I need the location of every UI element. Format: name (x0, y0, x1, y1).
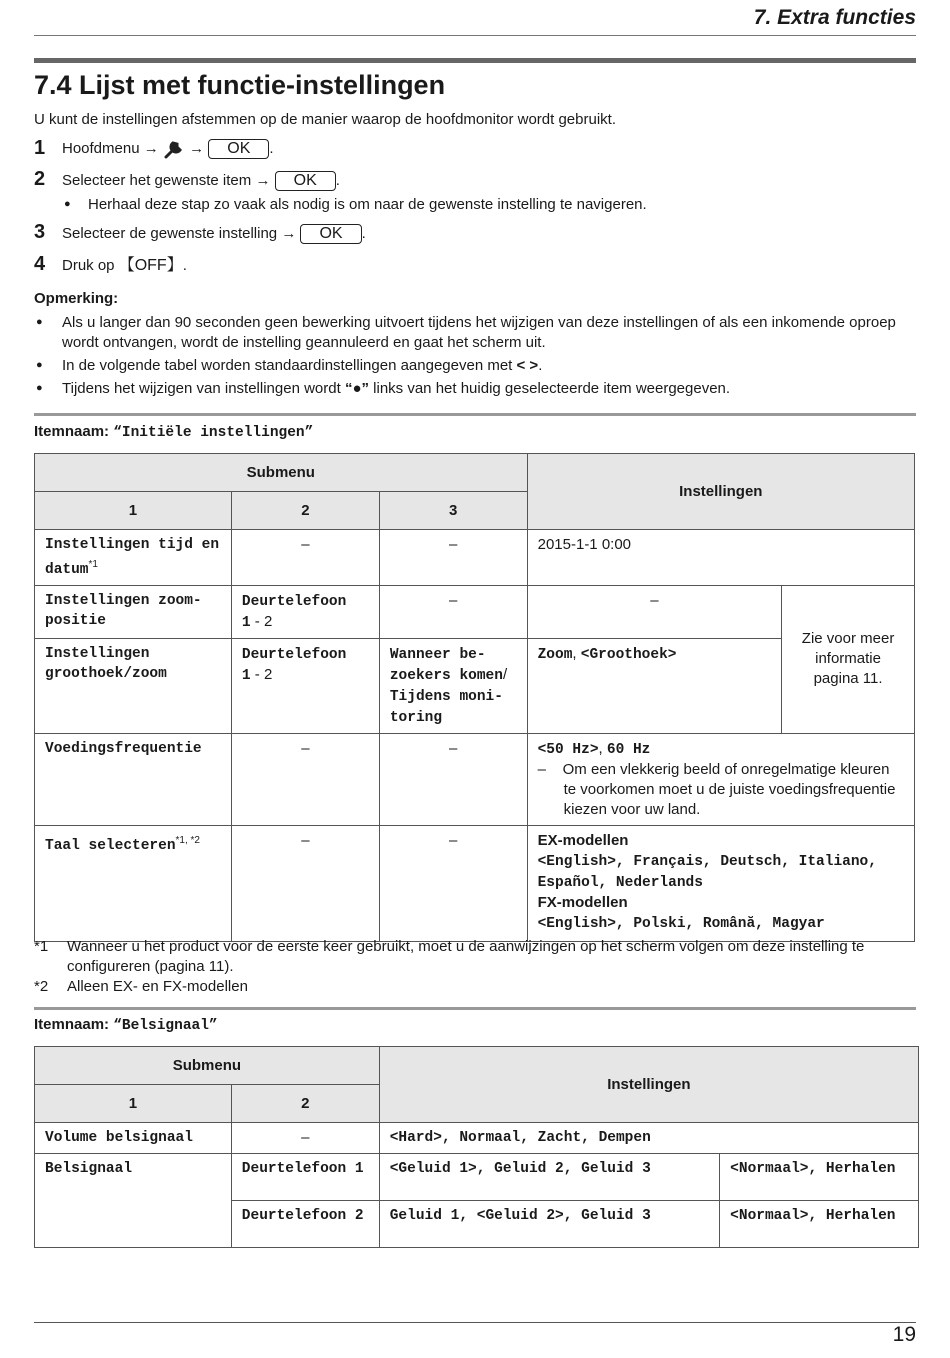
step-1 (62, 139, 274, 159)
cell (35, 825, 232, 941)
note-2 (62, 356, 542, 376)
cell: – (231, 733, 379, 825)
header-settings: Instellingen (379, 1047, 918, 1123)
row-label: Instellingen tijd en datum (45, 537, 220, 578)
note-3 (62, 379, 730, 399)
table-row (35, 530, 915, 586)
bullet-icon: ● (36, 359, 43, 371)
table-row (35, 825, 915, 941)
wrench-icon (163, 139, 185, 159)
item-label: Itemnaam: (34, 423, 114, 440)
header-col-2: 2 (231, 1085, 379, 1123)
cell: <Normaal>, Herhalen (720, 1201, 919, 1248)
selection-marker: “●” (344, 380, 369, 397)
cell: Deurtelefoon 2 (231, 1201, 379, 1248)
period: . (335, 172, 340, 189)
period: . (269, 140, 274, 157)
ok-button: OK (275, 171, 336, 191)
header-submenu: Submenu (35, 1047, 380, 1085)
cell: – (231, 1123, 379, 1154)
table-row (35, 733, 915, 825)
footnote-2-text: Alleen EX- en FX-modellen (67, 978, 248, 995)
device-range: - 2 (250, 612, 273, 630)
footnote-1-text: Wanneer u het product voor de eerste keer gebruikt, moet u de aanwijzingen op het scherm volgen om deze instelling te configureren (pagina 11). (67, 938, 865, 975)
cell (231, 585, 379, 638)
step-2-text: Selecteer het gewenste item (62, 172, 252, 189)
cell: – (527, 585, 782, 638)
intro-text: U kunt de instellingen afstemmen op de manier waarop de hoofdmonitor wordt gebruikt. (34, 111, 616, 128)
footnote-ref: *1 (88, 559, 98, 570)
section-separator (34, 1007, 916, 1010)
cell (35, 530, 232, 586)
comma: , (598, 739, 607, 757)
dash-mark: – (537, 760, 546, 778)
header-col-1: 1 (35, 492, 232, 530)
step-2-number: 2 (34, 168, 46, 190)
table-row (35, 1123, 919, 1154)
bullet-icon: ● (36, 316, 43, 328)
table2-item-heading (34, 1015, 218, 1036)
period: . (361, 225, 366, 242)
step-3-number: 3 (34, 221, 46, 243)
cell: Voedingsfrequentie (35, 733, 232, 825)
ex-languages: <English>, Français, Deutsch, Italiano, Español, Nederlands (537, 853, 877, 891)
cell: Volume belsignaal (35, 1123, 232, 1154)
step-1-text: Hoofdmenu (62, 140, 140, 157)
fx-languages: <English>, Polski, Română, Magyar (537, 915, 825, 932)
device-label: Deurtelefoon (241, 593, 347, 610)
ex-models-label: EX-modellen (537, 831, 629, 849)
section-separator (34, 413, 916, 416)
chapter-header: 7. Extra functies (753, 6, 916, 29)
row-label: Taal selecteren (45, 837, 176, 854)
note-heading: Opmerking: (34, 290, 119, 307)
footer-rule (34, 1322, 916, 1323)
item-label: Itemnaam: (34, 1016, 114, 1033)
bullet-icon: ● (64, 198, 71, 210)
info-cell: Zie voor meer informatie pagina 11. (782, 585, 915, 733)
note-2-end: . (538, 357, 543, 374)
note-3-end: links van het huidig geselecteerde item weergegeven. (369, 380, 731, 397)
fx-models-label: FX-modellen (537, 893, 628, 911)
table-row (35, 1154, 919, 1201)
page-number: 19 (892, 1323, 916, 1346)
cell: – (379, 530, 527, 586)
arrow-icon: → (255, 172, 271, 189)
item-name: “Belsignaal” (113, 1018, 218, 1034)
step-2 (62, 171, 340, 191)
device-label: Deurtelefoon (241, 646, 347, 663)
step-4 (62, 256, 187, 276)
cell: – (231, 825, 379, 941)
header-col-3: 3 (379, 492, 527, 530)
cell: <Hard>, Normaal, Zacht, Dempen (379, 1123, 918, 1154)
cell (379, 638, 527, 733)
cell (527, 825, 914, 941)
cell: – (379, 585, 527, 638)
comma: , (572, 644, 581, 662)
value: Zoom (537, 646, 573, 663)
table-ring-settings (34, 1046, 919, 1248)
cell: 2015-1-1 0:00 (527, 530, 914, 586)
cell: <Normaal>, Herhalen (720, 1154, 919, 1201)
cell (527, 638, 782, 733)
step-3 (62, 224, 366, 244)
ok-button: OK (208, 139, 269, 159)
header-submenu: Submenu (35, 454, 528, 492)
table1-item-heading (34, 422, 313, 443)
note-2-text: In de volgende tabel worden standaardinstellingen aangegeven met (62, 357, 517, 374)
frequency-note (538, 760, 904, 820)
cell (231, 638, 379, 733)
cell (527, 733, 914, 825)
cell: Deurtelefoon 1 (231, 1154, 379, 1201)
item-name: “Initiële instellingen” (113, 425, 314, 441)
footnote-1-mark: *1 (34, 938, 49, 955)
step-2-subnote: Herhaal deze stap zo vaak als nodig is om naar de gewenste instelling te navigeren. (88, 196, 647, 213)
value: <50 Hz> (537, 741, 599, 758)
step-3-text: Selecteer de gewenste instelling (62, 225, 278, 242)
option-b: Tijdens moni-toring (389, 688, 503, 726)
slash: / (502, 665, 508, 683)
note-1: Als u langer dan 90 seconden geen bewerking uitvoert tijdens het wijzigen van deze instellingen of als een inkomende oproep wordt ontvangen, wordt de instelling geannuleerd en gaat het scherm uit. (62, 314, 896, 351)
option-a: Wanneer be-zoekers komen (389, 646, 503, 684)
off-key: 【OFF】 (118, 257, 183, 274)
value: <Groothoek> (580, 646, 677, 663)
arrow-icon: → (281, 225, 297, 242)
cell: Instellingen groothoek/zoom (35, 638, 232, 733)
header-settings: Instellingen (527, 454, 914, 530)
default-marker: < > (516, 357, 539, 374)
device-num: 1 (241, 614, 251, 631)
footnote-2-mark: *2 (34, 978, 49, 995)
note-3-text: Tijdens het wijzigen van instellingen wordt (62, 380, 345, 397)
value: 60 Hz (606, 741, 651, 758)
header-bar (34, 58, 916, 63)
header-rule (34, 35, 916, 36)
device-num: 1 (241, 667, 251, 684)
section-title: 7.4 Lijst met functie-instellingen (34, 70, 446, 100)
ok-button: OK (300, 224, 361, 244)
period: . (182, 257, 187, 274)
footnote-ref: *1, *2 (175, 834, 200, 846)
cell: – (379, 825, 527, 941)
bullet-icon: ● (36, 382, 43, 394)
step-4-text: Druk op (62, 257, 115, 274)
cell: <Geluid 1>, Geluid 2, Geluid 3 (379, 1154, 719, 1201)
table-row (35, 585, 915, 638)
table-initial-settings (34, 453, 915, 942)
cell: Belsignaal (35, 1154, 232, 1248)
header-col-1: 1 (35, 1085, 232, 1123)
device-range: - 2 (250, 665, 273, 683)
header-col-2: 2 (231, 492, 379, 530)
frequency-note-text: Om een vlekkerig beeld of onregelmatige kleuren te voorkomen moet u de juiste voedingsfrequentie kiezen voor uw land. (562, 760, 896, 818)
cell: – (231, 530, 379, 586)
step-4-number: 4 (34, 253, 46, 275)
cell: – (379, 733, 527, 825)
step-1-number: 1 (34, 137, 46, 159)
arrow-icon: → (143, 140, 159, 157)
arrow-icon: → (189, 140, 205, 157)
cell: Geluid 1, <Geluid 2>, Geluid 3 (379, 1201, 719, 1248)
cell: Instellingen zoom-positie (35, 585, 232, 638)
